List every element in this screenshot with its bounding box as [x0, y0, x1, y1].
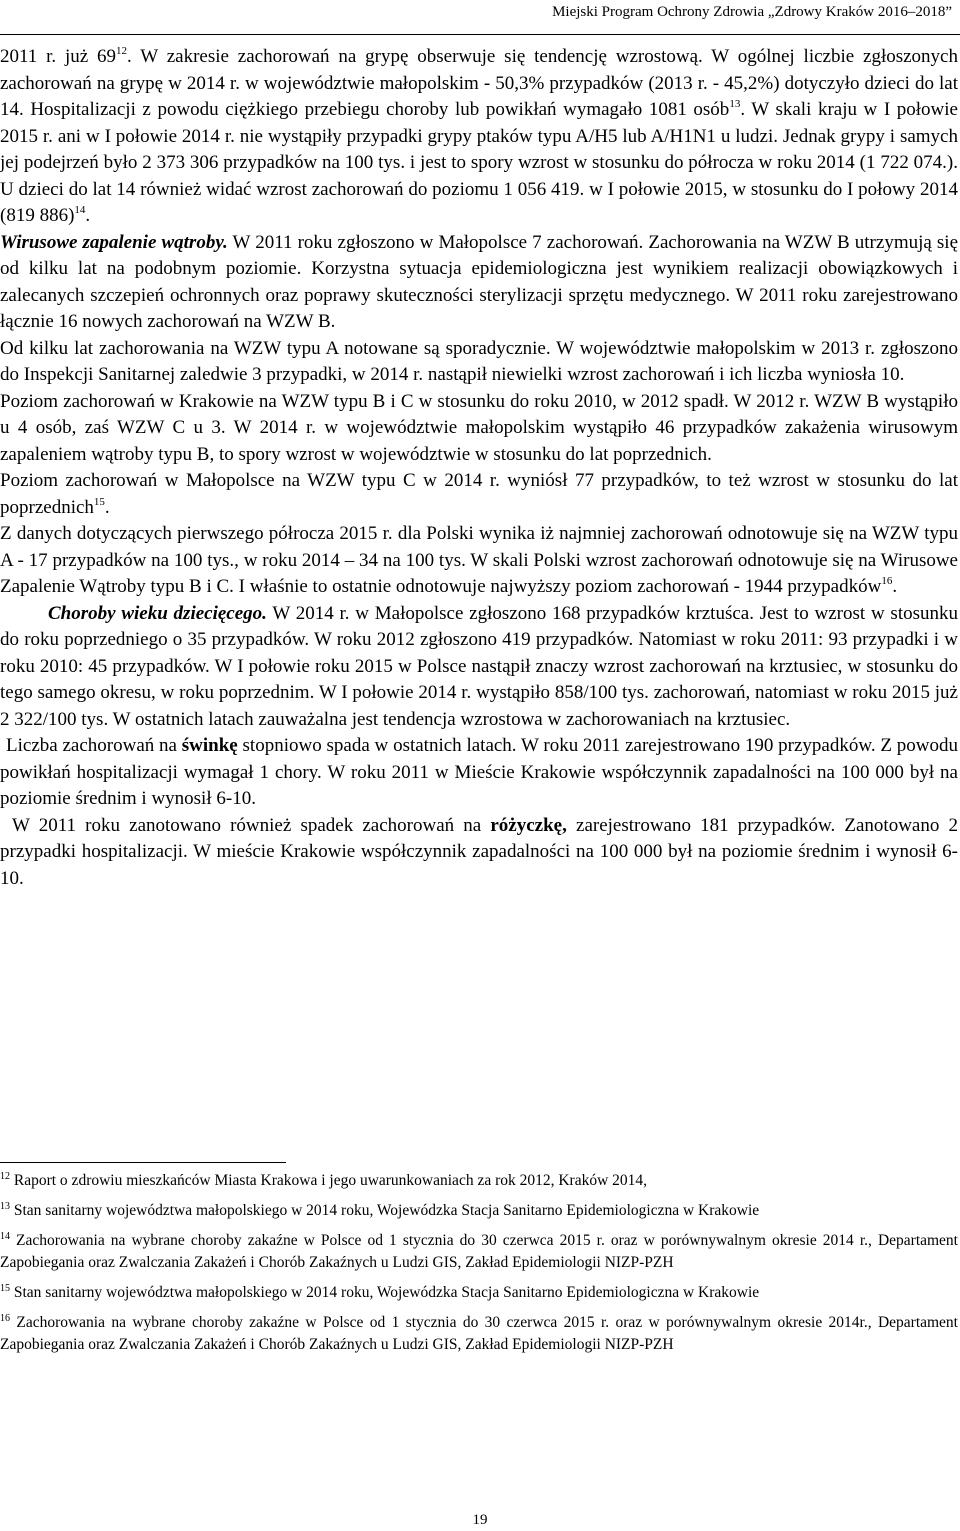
paragraph-hepatitis-c: Poziom zachorowań w Małopolsce na WZW typu C w 2014 r. wyniósł 77 przypadków, to też wzrost w stosunku do lat poprzednich$^{15}$.	[0, 470, 958, 518]
footnote: $^{15}$ Stan sanitarny województwa małopolskiego w 2014 roku, Wojewódzka Stacja Sanitarno Epidemiologiczna w Krakowie	[0, 1283, 760, 1301]
paragraph-influenza: 2011 r. już $69^{12}$. W zakresie zachorowań na grypę obserwuje się tendencję wzrostową. W ogólnej liczbie zgłoszonych zachorowań na grypę w 2014 r. w województwie małopolskim - 50,3% przypadków (2013 r. - 45,2%) dotyczyło dzieci do lat 14. Hospitalizacji z powodu ciężkiego przebiegu choroby lub powikłań wymagało 1081 osób$^{13}$. W skali kraju w I połowie 2015 r. ani w I połowie 2014 r. nie wystąpiły przypadki grypy ptaków typu A/H5 lub A/H1N1 u ludzi. Jednak grypy i samych jej podejrzeń było 2 373 306 przypadków na 100 tys. i jest to spory wzrost w stosunku do półrocza w roku 2014 (1 722 074.). U dzieci do lat 14 również widać wzrost zachorowań do poziomu 1 056 419. w I połowie 2015, w stosunku do I połowy 2014 (819 886)$^{14}$.	[0, 45, 958, 226]
footnote-ref-13[interactable]: 13	[729, 98, 741, 110]
footnote: $^{13}$ Stan sanitarny województwa małopolskiego w 2014 roku, Wojewódzka Stacja Sanitarno Epidemiologiczna w Krakowie	[0, 1201, 760, 1219]
paragraph-rubella: W 2011 roku zanotowano również spadek zachorowań na różyczkę, zarejestrowano 181 przypadków. Zanotowano 2 przypadki hospitalizacji. W mieście Krakowie współczynnik zapadalności na 100 000 był na poziomie średnim i wynosił 6-10.	[0, 814, 958, 889]
footnote: $^{14}$ Zachorowania na wybrane choroby zakaźne w Polsce od 1 stycznia do 30 czerwca 2015 r. oraz w porównywalnym okresie 2014 r., Departament Zapobiegania oraz Zwalczania Zakażeń i Chorób Zakaźnych u Ludzi GIS, Zakład Epidemiologii NIZP-PZH	[0, 1231, 958, 1271]
section-title-hepatitis: Wirusowe zapalenie wątroby.	[0, 231, 228, 253]
paragraph-hepatitis: Wirusowe zapalenie wątroby. W 2011 roku zgłoszono w Małopolsce 7 zachorowań. Zachorowania na WZW B utrzymują się od kilku lat na podobnym poziomie. Korzystna sytuacja epidemiologiczna jest wynikiem realizacji obowiązkowych i zalecanych szczepień ochronnych oraz poprawy skuteczności sterylizacji sprzętu medycznego. W 2011 roku zarejestrowano łącznie 16 nowych zachorowań na WZW B.	[0, 231, 958, 332]
footnotes	[0, 1170, 958, 1364]
footnote: $^{16}$ Zachorowania na wybrane choroby zakaźne w Polsce od 1 stycznia do 30 czerwca 2015 r. oraz w porównywalnym okresie 2014r., Departament Zapobiegania oraz Zwalczania Zakażeń i Chorób Zakaźnych u Ludzi GIS, Zakład Epidemiologii NIZP-PZH	[0, 1313, 958, 1353]
footnote-ref-15[interactable]: 15	[93, 495, 105, 508]
footnote-separator	[0, 1162, 286, 1163]
header-rule	[0, 34, 960, 35]
paragraph-hepatitis-krakow: Poziom zachorowań w Krakowie na WZW typu B i C w stosunku do roku 2010, w 2012 spadł. W 2012 r. WZW B wystąpiło u 4 osób, zaś WZW C u 3. W 2014 r. w województwie małopolskim wystąpiło 46 przypadków zakażenia wirusowym zapaleniem wątroby typu B, to spory wzrost w województwie w stosunku do lat poprzednich.	[0, 390, 958, 465]
term-rubella: różyczkę,	[490, 814, 567, 836]
term-mumps: świnkę	[181, 735, 238, 756]
paragraph-mumps: Liczba zachorowań na świnkę stopniowo spada w ostatnich latach. W roku 2011 zarejestrowano 190 przypadków. Z powodu powikłań hospitalizacji wymagał 1 chory. W roku 2011 w Mieście Krakowie współczynnik zapadalności na 100 000 był na poziomie średnim i wynosił 6-10.	[0, 735, 958, 809]
footnote-ref-12[interactable]: 12	[116, 45, 128, 57]
document-body	[0, 44, 958, 892]
paragraph-hepatitis-poland: Z danych dotyczących pierwszego półrocza 2015 r. dla Polski wynika iż najmniej zachorowań odnotowuje się na WZW typu A - 17 przypadków na 100 tys., w roku 2014 – 34 na 100 tys. W skali Polski wzrost zachorowań odnotowuje się na Wirusowe Zapalenie Wątroby typu B i C. I właśnie to ostatnie odnotowuje najwyższy poziom zachorowań - 1944 przypadków$^{16}$.	[0, 523, 958, 597]
footnote-ref-16[interactable]: 16	[881, 575, 893, 587]
section-title-childhood: Choroby wieku dziecięcego.	[48, 602, 267, 624]
footnote-ref-14[interactable]: 14	[74, 204, 86, 216]
page-number: 19	[472, 1512, 488, 1528]
page-header: Miejski Program Ochrony Zdrowia „Zdrowy Kraków 2016–2018”	[552, 4, 952, 20]
paragraph-childhood-diseases: Choroby wieku dziecięcego. W 2014 r. w Małopolsce zgłoszono 168 przypadków krztuśca. Jest to wzrost w stosunku do roku poprzedniego o 35 przypadków. W roku 2012 zgłoszono 419 przypadków. Natomiast w roku 2011: 93 przypadki i w roku 2010: 45 przypadków. W I połowie roku 2015 w Polsce nastąpił znaczy wzrost zachorowań na krztusiec, w stosunku do tego samego okresu, w roku poprzednim. W I połowie 2014 r. wystąpiło 858/100 tys. zachorowań, natomiast w roku 2015 już 2 322/100 tys. W ostatnich latach zauważalna jest tendencja wzrostowa w zachorowaniach na krztusiec.	[0, 602, 958, 730]
paragraph-hepatitis-a: Od kilku lat zachorowania na WZW typu A notowane są sporadycznie. W województwie małopolskim w 2013 r. zgłoszono do Inspekcji Sanitarnej zaledwie 3 przypadki, w 2014 r. nastąpił niewielki wzrost zachorowań i ich liczba wyniosła 10.	[0, 337, 958, 385]
footnote: $^{12}$ Raport o zdrowiu mieszkańców Miasta Krakowa i jego uwarunkowaniach za rok 2012, Kraków 2014,	[0, 1171, 648, 1189]
